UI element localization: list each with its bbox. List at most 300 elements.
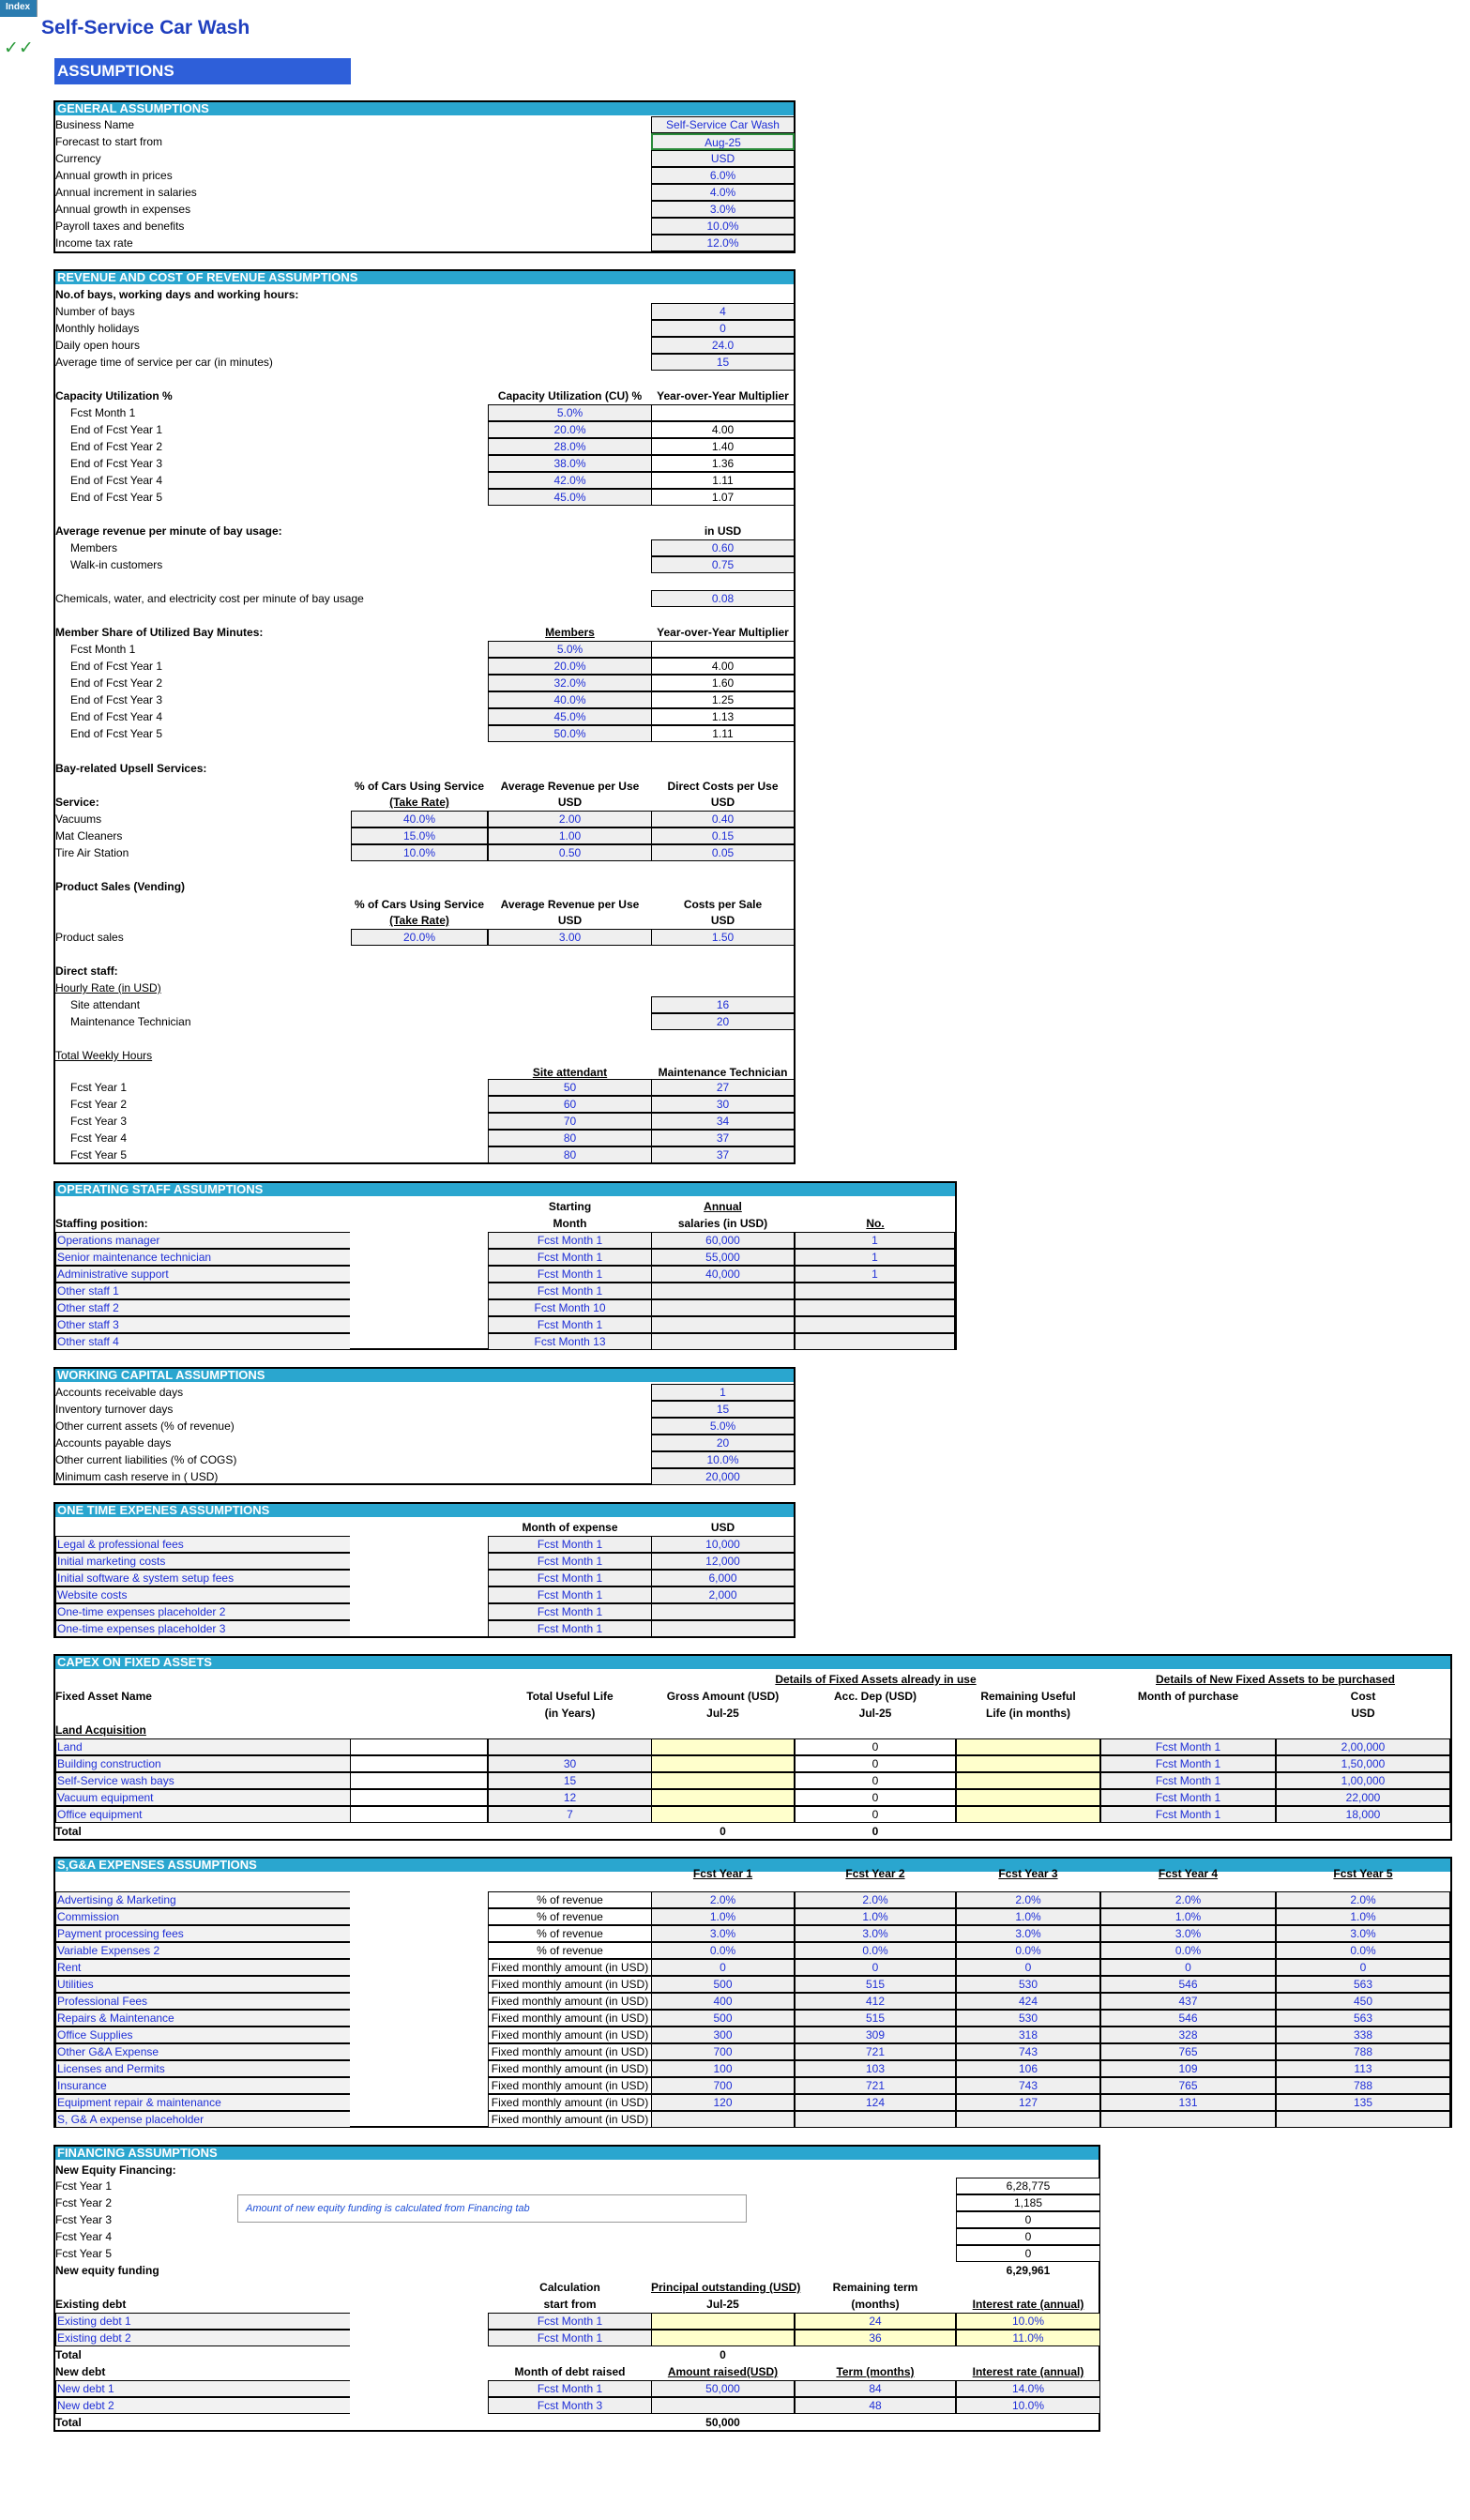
upsell-label: Vacuums (55, 812, 102, 826)
sga-value-input[interactable]: 0.0% (795, 1942, 956, 1959)
capex-life-input[interactable]: 12 (488, 1789, 652, 1806)
sga-header: S,G&A EXPENSES ASSUMPTIONS (55, 1859, 1450, 1872)
weekly-label: Fcst Year 1 (70, 1081, 128, 1094)
capex-asset-input[interactable]: Office equipment (55, 1806, 350, 1823)
sga-value-input[interactable]: 309 (795, 2027, 956, 2043)
sga-value-input[interactable]: 788 (1276, 2043, 1450, 2060)
vend-input[interactable]: 1.50 (651, 929, 795, 946)
weekly-input[interactable]: 37 (651, 1146, 795, 1163)
existing-debt-principal-input[interactable] (651, 2330, 795, 2346)
cu-label: End of Fcst Year 1 (70, 423, 163, 436)
capex-month-input[interactable]: Fcst Month 1 (1100, 1806, 1276, 1823)
sga-value-input[interactable]: 530 (956, 1976, 1100, 1993)
sga-expense-input[interactable]: Equipment repair & maintenance (55, 2094, 350, 2111)
sga-value-input[interactable]: 700 (651, 2043, 795, 2060)
sga-value-input[interactable]: 113 (1276, 2060, 1450, 2077)
existing-debt-start-input[interactable]: Fcst Month 1 (488, 2313, 652, 2330)
onetime-amount-input[interactable]: 6,000 (651, 1570, 795, 1586)
sga-value-input[interactable] (1276, 2111, 1450, 2128)
capex-col-header: Gross Amount (USD) (666, 1690, 780, 1703)
cu-multiplier: 1.07 (651, 489, 795, 506)
upsell-input[interactable]: 40.0% (351, 811, 488, 827)
onetime-name-input[interactable]: Website costs (55, 1586, 350, 1603)
capex-month-input[interactable]: Fcst Month 1 (1100, 1738, 1276, 1755)
sga-value-input[interactable]: 765 (1100, 2043, 1276, 2060)
revenue-header: REVENUE AND COST OF REVENUE ASSUMPTIONS (55, 271, 794, 284)
staff-position-input[interactable]: Other staff 1 (55, 1283, 350, 1299)
capex-blank-cell (350, 1755, 488, 1772)
sga-year-header: Fcst Year 2 (845, 1867, 905, 1880)
new-debt-amount-input[interactable] (651, 2397, 795, 2414)
ms-value-input[interactable]: 50.0% (488, 725, 652, 742)
bays-value-input[interactable]: 15 (651, 354, 795, 371)
avg-rev-value-input[interactable]: 0.75 (651, 556, 795, 573)
capex-life-input[interactable] (488, 1738, 652, 1755)
sga-value-input[interactable]: 0 (651, 1959, 795, 1976)
sga-expense-input[interactable]: Payment processing fees (55, 1925, 350, 1942)
bays-label: Number of bays (55, 305, 135, 318)
capex-col-header: Jul-25 (858, 1707, 892, 1720)
onetime-name-input[interactable]: One-time expenses placeholder 2 (55, 1603, 350, 1620)
sga-expense-input[interactable]: S, G& A expense placeholder (55, 2111, 350, 2128)
upsell-input[interactable]: 0.40 (651, 811, 795, 827)
onetime-amount-input[interactable]: 2,000 (651, 1586, 795, 1603)
vend-col-header: USD (557, 914, 583, 927)
ms-value-input[interactable]: 32.0% (488, 675, 652, 691)
sga-value-input[interactable]: 1.0% (651, 1908, 795, 1925)
sga-value-input[interactable]: 500 (651, 1976, 795, 1993)
sga-value-input[interactable]: 100 (651, 2060, 795, 2077)
staff-count-input[interactable] (795, 1333, 955, 1350)
staff-salary-input[interactable] (651, 1316, 795, 1333)
ms-multiplier: 1.60 (651, 675, 795, 691)
sga-value-input[interactable]: 0.0% (1100, 1942, 1276, 1959)
staff-salary-input[interactable]: 60,000 (651, 1232, 795, 1249)
staff-position-input[interactable]: Other staff 2 (55, 1299, 350, 1316)
onetime-name-input[interactable]: One-time expenses placeholder 3 (55, 1620, 350, 1637)
capex-life-input[interactable]: 7 (488, 1806, 652, 1823)
sga-value-input[interactable]: 109 (1100, 2060, 1276, 2077)
wc-label: Accounts payable days (55, 1436, 172, 1450)
general-value-input[interactable]: 10.0% (651, 218, 795, 235)
sga-value-input[interactable]: 1.0% (1276, 1908, 1450, 1925)
vend-input[interactable]: 20.0% (351, 929, 488, 946)
new-debt-term-input[interactable]: 48 (795, 2397, 956, 2414)
bays-title: No.of bays, working days and working hours: (55, 288, 299, 301)
capex-col-header: Month of purchase (1137, 1690, 1239, 1703)
new-debt-month-input[interactable]: Fcst Month 3 (488, 2397, 652, 2414)
wc-input[interactable]: 20 (651, 1435, 795, 1451)
capex-gross-input[interactable] (651, 1806, 795, 1823)
general-value-input[interactable]: 6.0% (651, 167, 795, 184)
capex-group-header: Details of Fixed Assets already in use (775, 1673, 977, 1686)
new-debt-rate-input[interactable]: 14.0% (956, 2380, 1100, 2397)
sga-value-input[interactable]: 500 (651, 2010, 795, 2027)
capex-month-input[interactable]: Fcst Month 1 (1100, 1772, 1276, 1789)
sga-value-input[interactable]: 127 (956, 2094, 1100, 2111)
upsell-input[interactable]: 0.50 (488, 844, 652, 861)
sga-expense-input[interactable]: Insurance (55, 2077, 350, 2094)
opstaff-col-header: Annual (704, 1200, 742, 1213)
staff-start-input[interactable]: Fcst Month 1 (488, 1316, 652, 1333)
sga-value-input[interactable]: 106 (956, 2060, 1100, 2077)
new-debt-amount-input[interactable]: 50,000 (651, 2380, 795, 2397)
direct-staff-title: Direct staff: (55, 964, 118, 978)
sga-value-input[interactable]: 563 (1276, 1976, 1450, 1993)
onetime-amount-input[interactable] (651, 1603, 795, 1620)
wc-input[interactable]: 15 (651, 1401, 795, 1418)
existing-debt-total: 0 (720, 2348, 726, 2361)
capex-month-input[interactable]: Fcst Month 1 (1100, 1789, 1276, 1806)
staff-count-input[interactable] (795, 1316, 955, 1333)
ms-label: Fcst Month 1 (70, 643, 136, 656)
debt-col-header: (months) (851, 2298, 900, 2311)
sga-value-input[interactable]: 0 (1276, 1959, 1450, 1976)
sga-value-input[interactable]: 765 (1100, 2077, 1276, 2094)
debt-col-header: Interest rate (annual) (972, 2298, 1084, 2311)
capex-total-accdep: 0 (871, 1825, 879, 1838)
capex-cost-input[interactable]: 2,00,000 (1276, 1738, 1450, 1755)
sga-value-input[interactable]: 515 (795, 1976, 956, 1993)
bays-label: Monthly holidays (55, 322, 140, 335)
wc-input[interactable]: 20,000 (651, 1468, 795, 1485)
capex-remaining-input[interactable] (956, 1738, 1100, 1755)
sga-value-input[interactable]: 3.0% (1276, 1925, 1450, 1942)
existing-debt-principal-input[interactable] (651, 2313, 795, 2330)
cu-col-header: Year-over-Year Multiplier (657, 389, 789, 402)
onetime-month-input[interactable]: Fcst Month 1 (488, 1553, 652, 1570)
ms-multiplier: 1.13 (651, 708, 795, 725)
capex-month-input[interactable]: Fcst Month 1 (1100, 1755, 1276, 1772)
sga-value-input[interactable]: 2.0% (795, 1891, 956, 1908)
sga-expense-input[interactable]: Repairs & Maintenance (55, 2010, 350, 2027)
onetime-amount-input[interactable]: 12,000 (651, 1553, 795, 1570)
sga-value-input[interactable]: 788 (1276, 2077, 1450, 2094)
ms-value-input[interactable]: 40.0% (488, 691, 652, 708)
opstaff-col-header: salaries (in USD) (677, 1217, 768, 1230)
upsell-input[interactable]: 1.00 (488, 827, 652, 844)
sga-value-input[interactable]: 0.0% (651, 1942, 795, 1959)
sga-value-input[interactable]: 103 (795, 2060, 956, 2077)
capex-blank-cell (350, 1738, 488, 1755)
general-value-input[interactable]: USD (651, 150, 795, 167)
staff-start-input[interactable]: Fcst Month 1 (488, 1266, 652, 1283)
sga-value-input[interactable]: 515 (795, 2010, 956, 2027)
avg-rev-title: Average revenue per minute of bay usage: (55, 524, 282, 538)
sga-value-input[interactable]: 1.0% (956, 1908, 1100, 1925)
sga-value-input[interactable]: 0 (1100, 1959, 1276, 1976)
onetime-month-input[interactable]: Fcst Month 1 (488, 1570, 652, 1586)
weekly-input[interactable]: 70 (488, 1113, 652, 1130)
bays-label: Daily open hours (55, 339, 141, 352)
staff-start-input[interactable]: Fcst Month 1 (488, 1283, 652, 1299)
upsell-input[interactable]: 10.0% (351, 844, 488, 861)
new-debt-input[interactable]: New debt 2 (55, 2397, 350, 2414)
weekly-col-header: Site attendant (532, 1066, 608, 1079)
onetime-month-input[interactable]: Fcst Month 1 (488, 1586, 652, 1603)
general-value-input[interactable]: 4.0% (651, 184, 795, 201)
ms-value-input[interactable]: 20.0% (488, 658, 652, 675)
wc-label: Minimum cash reserve in ( USD) (55, 1470, 219, 1483)
staff-start-input[interactable]: Fcst Month 13 (488, 1333, 652, 1350)
sga-value-input[interactable]: 721 (795, 2043, 956, 2060)
sga-value-input[interactable]: 1.0% (795, 1908, 956, 1925)
sga-basis: % of revenue (488, 1908, 652, 1925)
capex-remaining-input[interactable] (956, 1772, 1100, 1789)
new-debt-rate-input[interactable]: 10.0% (956, 2397, 1100, 2414)
capex-asset-input[interactable]: Self-Service wash bays (55, 1772, 350, 1789)
ms-value-input[interactable]: 5.0% (488, 641, 652, 658)
debt-col-header: start from (543, 2298, 597, 2311)
new-debt-term-input[interactable]: 84 (795, 2380, 956, 2397)
cu-value-input[interactable]: 42.0% (488, 472, 652, 489)
existing-debt-rate-input[interactable]: 11.0% (956, 2330, 1100, 2346)
sga-expense-input[interactable]: Variable Expenses 2 (55, 1942, 350, 1959)
existing-debt-rate-input[interactable]: 10.0% (956, 2313, 1100, 2330)
existing-debt-input[interactable]: Existing debt 1 (55, 2313, 350, 2330)
sga-value-input[interactable] (1100, 2111, 1276, 2128)
cu-value-input[interactable]: 38.0% (488, 455, 652, 472)
capex-cost-input[interactable]: 18,000 (1276, 1806, 1450, 1823)
staff-position-input[interactable]: Senior maintenance technician (55, 1249, 350, 1266)
sga-value-input[interactable]: 412 (795, 1993, 956, 2010)
upsell-input[interactable]: 2.00 (488, 811, 652, 827)
staff-start-input[interactable]: Fcst Month 1 (488, 1249, 652, 1266)
new-debt-col-header: Interest rate (annual) (972, 2365, 1084, 2378)
wc-input[interactable]: 10.0% (651, 1451, 795, 1468)
new-debt-input[interactable]: New debt 1 (55, 2380, 350, 2397)
sga-year-header: Fcst Year 1 (692, 1867, 753, 1880)
wc-input[interactable]: 1 (651, 1384, 795, 1401)
sga-value-input[interactable]: 1.0% (1100, 1908, 1276, 1925)
sga-basis: Fixed monthly amount (in USD) (488, 2027, 652, 2043)
staff-count-input[interactable]: 1 (795, 1249, 955, 1266)
staff-count-input[interactable]: 1 (795, 1266, 955, 1283)
sga-value-input[interactable]: 2.0% (651, 1891, 795, 1908)
staff-position-input[interactable]: Other staff 3 (55, 1316, 350, 1333)
staff-salary-input[interactable] (651, 1299, 795, 1316)
sga-value-input[interactable] (795, 2111, 956, 2128)
staff-count-input[interactable] (795, 1283, 955, 1299)
hourly-input[interactable]: 20 (651, 1013, 795, 1030)
sga-value-input[interactable]: 2.0% (956, 1891, 1100, 1908)
staff-start-input[interactable]: Fcst Month 1 (488, 1232, 652, 1249)
sga-value-input[interactable]: 300 (651, 2027, 795, 2043)
hourly-input[interactable]: 16 (651, 996, 795, 1013)
upsell-input[interactable]: 0.05 (651, 844, 795, 861)
sga-value-input[interactable]: 338 (1276, 2027, 1450, 2043)
sga-expense-input[interactable]: Rent (55, 1959, 350, 1976)
sga-value-input[interactable]: 3.0% (1100, 1925, 1276, 1942)
capex-gross-input[interactable] (651, 1789, 795, 1806)
staff-count-input[interactable]: 1 (795, 1232, 955, 1249)
onetime-header: ONE TIME EXPENES ASSUMPTIONS (55, 1504, 794, 1517)
upsell-col-header: % of Cars Using Service (354, 780, 485, 793)
onetime-name-input[interactable]: Initial marketing costs (55, 1553, 350, 1570)
staff-position-input[interactable]: Operations manager (55, 1232, 350, 1249)
new-debt-title: New debt (55, 2365, 106, 2378)
chem-cost-input[interactable]: 0.08 (651, 590, 795, 607)
bays-value-input[interactable]: 24.0 (651, 337, 795, 354)
capex-cost-input[interactable]: 1,00,000 (1276, 1772, 1450, 1789)
weekly-input[interactable]: 60 (488, 1096, 652, 1113)
sga-value-input[interactable]: 450 (1276, 1993, 1450, 2010)
new-debt-month-input[interactable]: Fcst Month 1 (488, 2380, 652, 2397)
upsell-input[interactable]: 0.15 (651, 827, 795, 844)
onetime-month-input[interactable]: Fcst Month 1 (488, 1620, 652, 1637)
hourly-rate-title: Hourly Rate (in USD) (55, 981, 161, 994)
weekly-input[interactable]: 34 (651, 1113, 795, 1130)
cu-value-input[interactable]: 5.0% (488, 404, 652, 421)
sga-value-input[interactable]: 743 (956, 2043, 1100, 2060)
sga-value-input[interactable]: 0.0% (1276, 1942, 1450, 1959)
weekly-input[interactable]: 80 (488, 1146, 652, 1163)
general-value-input[interactable]: Self-Service Car Wash (651, 116, 795, 133)
weekly-label: Fcst Year 2 (70, 1098, 128, 1111)
sga-value-input[interactable]: 131 (1100, 2094, 1276, 2111)
capex-col-header: Remaining Useful (980, 1690, 1076, 1703)
general-value-input[interactable]: Aug-25 (651, 133, 795, 150)
sga-value-input[interactable]: 318 (956, 2027, 1100, 2043)
upsell-input[interactable]: 15.0% (351, 827, 488, 844)
sga-value-input[interactable]: 563 (1276, 2010, 1450, 2027)
weekly-input[interactable]: 80 (488, 1130, 652, 1146)
sga-value-input[interactable]: 546 (1100, 2010, 1276, 2027)
wc-input[interactable]: 5.0% (651, 1418, 795, 1435)
cu-label: Fcst Month 1 (70, 406, 136, 419)
capex-remaining-input[interactable] (956, 1806, 1100, 1823)
cu-value-input[interactable]: 45.0% (488, 489, 652, 506)
sga-expense-input[interactable]: Utilities (55, 1976, 350, 1993)
sga-expense-input[interactable]: Other G&A Expense (55, 2043, 350, 2060)
debt-col-header: Remaining term (832, 2281, 918, 2294)
sga-value-input[interactable]: 400 (651, 1993, 795, 2010)
sga-expense-input[interactable]: Advertising & Marketing (55, 1891, 350, 1908)
general-value-input[interactable]: 3.0% (651, 201, 795, 218)
opstaff-col-header: No. (866, 1217, 885, 1230)
onetime-month-input[interactable]: Fcst Month 1 (488, 1536, 652, 1553)
staff-salary-input[interactable]: 40,000 (651, 1266, 795, 1283)
weekly-input[interactable]: 37 (651, 1130, 795, 1146)
sga-expense-input[interactable]: Office Supplies (55, 2027, 350, 2043)
staffing-position-label: Staffing position: (55, 1217, 148, 1230)
sga-value-input[interactable]: 0 (956, 1959, 1100, 1976)
capex-asset-input[interactable]: Vacuum equipment (55, 1789, 350, 1806)
upsell-col-header: Average Revenue per Use (500, 780, 640, 793)
existing-debt-start-input[interactable]: Fcst Month 1 (488, 2330, 652, 2346)
sga-value-input[interactable] (956, 2111, 1100, 2128)
sga-value-input[interactable]: 2.0% (1276, 1891, 1450, 1908)
capex-gross-input[interactable] (651, 1755, 795, 1772)
bays-value-input[interactable]: 4 (651, 303, 795, 320)
staff-position-input[interactable]: Administrative support (55, 1266, 350, 1283)
cu-value-input[interactable]: 20.0% (488, 421, 652, 438)
sga-value-input[interactable]: 437 (1100, 1993, 1276, 2010)
sga-value-input[interactable]: 700 (651, 2077, 795, 2094)
sga-value-input[interactable]: 743 (956, 2077, 1100, 2094)
capex-life-input[interactable]: 30 (488, 1755, 652, 1772)
sga-value-input[interactable] (651, 2111, 795, 2128)
sga-value-input[interactable]: 424 (956, 1993, 1100, 2010)
sga-value-input[interactable]: 721 (795, 2077, 956, 2094)
opstaff-col-header: Starting (548, 1200, 592, 1213)
existing-debt-input[interactable]: Existing debt 2 (55, 2330, 350, 2346)
sheet-tab-index[interactable]: Index (0, 0, 38, 17)
ms-multiplier: 1.11 (651, 725, 795, 742)
ms-value-input[interactable]: 45.0% (488, 708, 652, 725)
existing-debt-term-input[interactable]: 24 (795, 2313, 956, 2330)
capex-gross-input[interactable] (651, 1772, 795, 1789)
sga-value-input[interactable]: 0.0% (956, 1942, 1100, 1959)
sga-value-input[interactable]: 328 (1100, 2027, 1276, 2043)
ms-col-header: Year-over-Year Multiplier (657, 626, 789, 639)
onetime-name-input[interactable]: Legal & professional fees (55, 1536, 350, 1553)
weekly-input[interactable]: 30 (651, 1096, 795, 1113)
staff-salary-input[interactable]: 55,000 (651, 1249, 795, 1266)
avg-rev-value-input[interactable]: 0.60 (651, 539, 795, 556)
capex-cost-input[interactable]: 1,50,000 (1276, 1755, 1450, 1772)
capex-remaining-input[interactable] (956, 1755, 1100, 1772)
sga-value-input[interactable]: 546 (1100, 1976, 1276, 1993)
sga-value-input[interactable]: 3.0% (956, 1925, 1100, 1942)
capex-cost-input[interactable]: 22,000 (1276, 1789, 1450, 1806)
staff-salary-input[interactable] (651, 1333, 795, 1350)
staff-start-input[interactable]: Fcst Month 10 (488, 1299, 652, 1316)
capex-gross-input[interactable] (651, 1738, 795, 1755)
onetime-name-input[interactable]: Initial software & system setup fees (55, 1570, 350, 1586)
bays-value-input[interactable]: 0 (651, 320, 795, 337)
capex-asset-input[interactable]: Land (55, 1738, 350, 1755)
equity-note: Amount of new equity funding is calculated from Financing tab (237, 2194, 747, 2223)
vend-col-header: Average Revenue per Use (500, 898, 640, 911)
weekly-input[interactable]: 27 (651, 1079, 795, 1096)
capex-accdep: 0 (795, 1789, 956, 1806)
vend-input[interactable]: 3.00 (488, 929, 652, 946)
equity-amount: 0 (956, 2245, 1100, 2262)
existing-debt-term-input[interactable]: 36 (795, 2330, 956, 2346)
sga-expense-input[interactable]: Commission (55, 1908, 350, 1925)
onetime-amount-input[interactable] (651, 1620, 795, 1637)
sga-value-input[interactable]: 3.0% (795, 1925, 956, 1942)
general-value-input[interactable]: 12.0% (651, 235, 795, 251)
capex-remaining-input[interactable] (956, 1789, 1100, 1806)
sga-value-input[interactable]: 135 (1276, 2094, 1450, 2111)
avg-rev-label: Walk-in customers (70, 558, 163, 571)
cu-value-input[interactable]: 28.0% (488, 438, 652, 455)
weekly-input[interactable]: 50 (488, 1079, 652, 1096)
sga-basis: Fixed monthly amount (in USD) (488, 2060, 652, 2077)
sga-value-input[interactable]: 120 (651, 2094, 795, 2111)
sga-value-input[interactable]: 530 (956, 2010, 1100, 2027)
capex-life-input[interactable]: 15 (488, 1772, 652, 1789)
sga-value-input[interactable]: 3.0% (651, 1925, 795, 1942)
staff-count-input[interactable] (795, 1299, 955, 1316)
sga-expense-input[interactable]: Professional Fees (55, 1993, 350, 2010)
capex-asset-input[interactable]: Building construction (55, 1755, 350, 1772)
avg-rev-unit: in USD (704, 524, 742, 538)
checkmark-icon: ✓✓ (4, 38, 34, 58)
sga-value-input[interactable]: 0 (795, 1959, 956, 1976)
staff-salary-input[interactable] (651, 1283, 795, 1299)
onetime-amount-input[interactable]: 10,000 (651, 1536, 795, 1553)
sga-expense-input[interactable]: Licenses and Permits (55, 2060, 350, 2077)
onetime-month-input[interactable]: Fcst Month 1 (488, 1603, 652, 1620)
sga-value-input[interactable]: 2.0% (1100, 1891, 1276, 1908)
assumptions-title: ASSUMPTIONS (54, 58, 351, 84)
sga-value-input[interactable]: 124 (795, 2094, 956, 2111)
staff-position-input[interactable]: Other staff 4 (55, 1333, 350, 1350)
existing-debt-total-label: Total (55, 2348, 82, 2361)
